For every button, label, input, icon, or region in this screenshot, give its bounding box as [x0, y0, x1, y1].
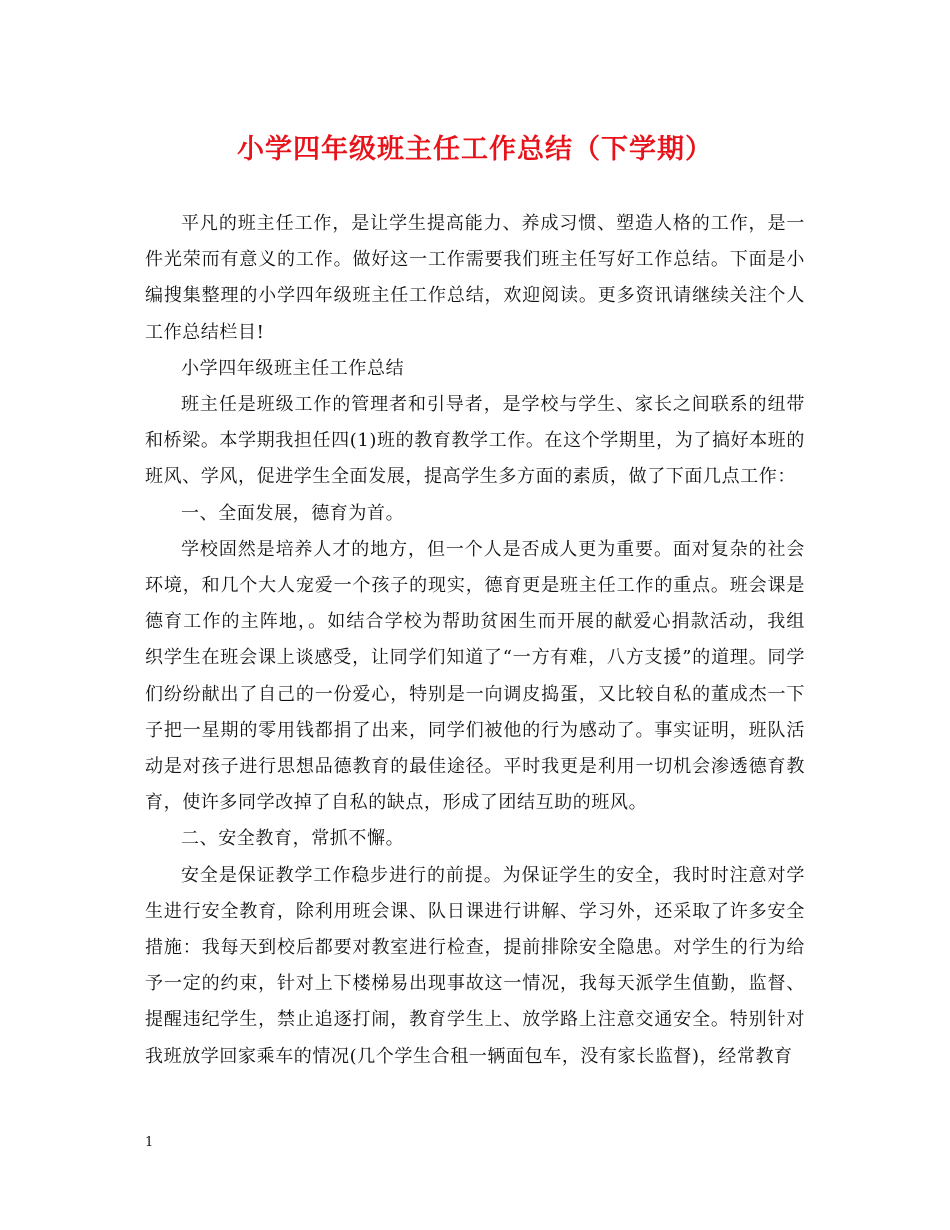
section-heading-moral: 一、全面发展，德育为首。 — [181, 502, 405, 524]
paragraph-moral-education: 学校固然是培养人才的地方，但一个人是否成人更为重要。面对复杂的社会环境，和几个大人宠爱一个孩子的现实，德育更是班主任工作的重点。班会课是德育工作的主阵地，。如结合学校为帮助贫困生而开展的献爱心捐款活动，我组织学生在班会课上谈感受，让同学们知道了“一方有难，八方支援”的道理。同学们纷纷献出了自己的一份爱心，特别是一向调皮捣蛋，又比较自私的董成杰一下子把一星期的零用钱都捐了出来，同学们被他的行为感动了。事实证明，班队活动是对孩子进行思想品德教育的最佳途径。平时我更是利用一切机会渗透德育教育，使许多同学改掉了自私的缺点，形成了团结互助的班风。 — [145, 538, 805, 814]
paragraph-intro: 平凡的班主任工作，是让学生提高能力、养成习惯、塑造人格的工作，是一件光荣而有意义的工作。做好这一工作需要我们班主任写好工作总结。下面是小编搜集整理的小学四年级班主任工作总结，欢迎阅读。更多资讯请继续关注个人工作总结栏目! — [145, 213, 805, 343]
page-number: 1 — [145, 1135, 154, 1150]
section-heading-safety: 二、安全教育，常抓不懈。 — [181, 828, 405, 850]
document-title: 小学四年级班主任工作总结（下学期） — [237, 134, 713, 165]
paragraph-subtitle: 小学四年级班主任工作总结 — [181, 357, 405, 379]
paragraph-role: 班主任是班级工作的管理者和引导者，是学校与学生、家长之间联系的纽带和桥梁。本学期我担任四(1)班的教育教学工作。在这个学期里，为了搞好本班的班风、学风，促进学生全面发展，提高学生多方面的素质，做了下面几点工作： — [145, 394, 805, 488]
document-body — [145, 206, 805, 1075]
paragraph-safety-education: 安全是保证教学工作稳步进行的前提。为保证学生的安全，我时时注意对学生进行安全教育，除利用班会课、队日课进行讲解、学习外，还采取了许多安全措施：我每天到校后都要对教室进行检查，提前排除安全隐患。对学生的行为给予一定的约束，针对上下楼梯易出现事故这一情况，我每天派学生值勤，监督、提醒违纪学生，禁止追逐打闹，教育学生上、放学路上注意交通安全。特别针对我班放学回家乘车的情况(几个学生合租一辆面包车，没有家长监督)，经常教育 — [145, 864, 805, 1067]
